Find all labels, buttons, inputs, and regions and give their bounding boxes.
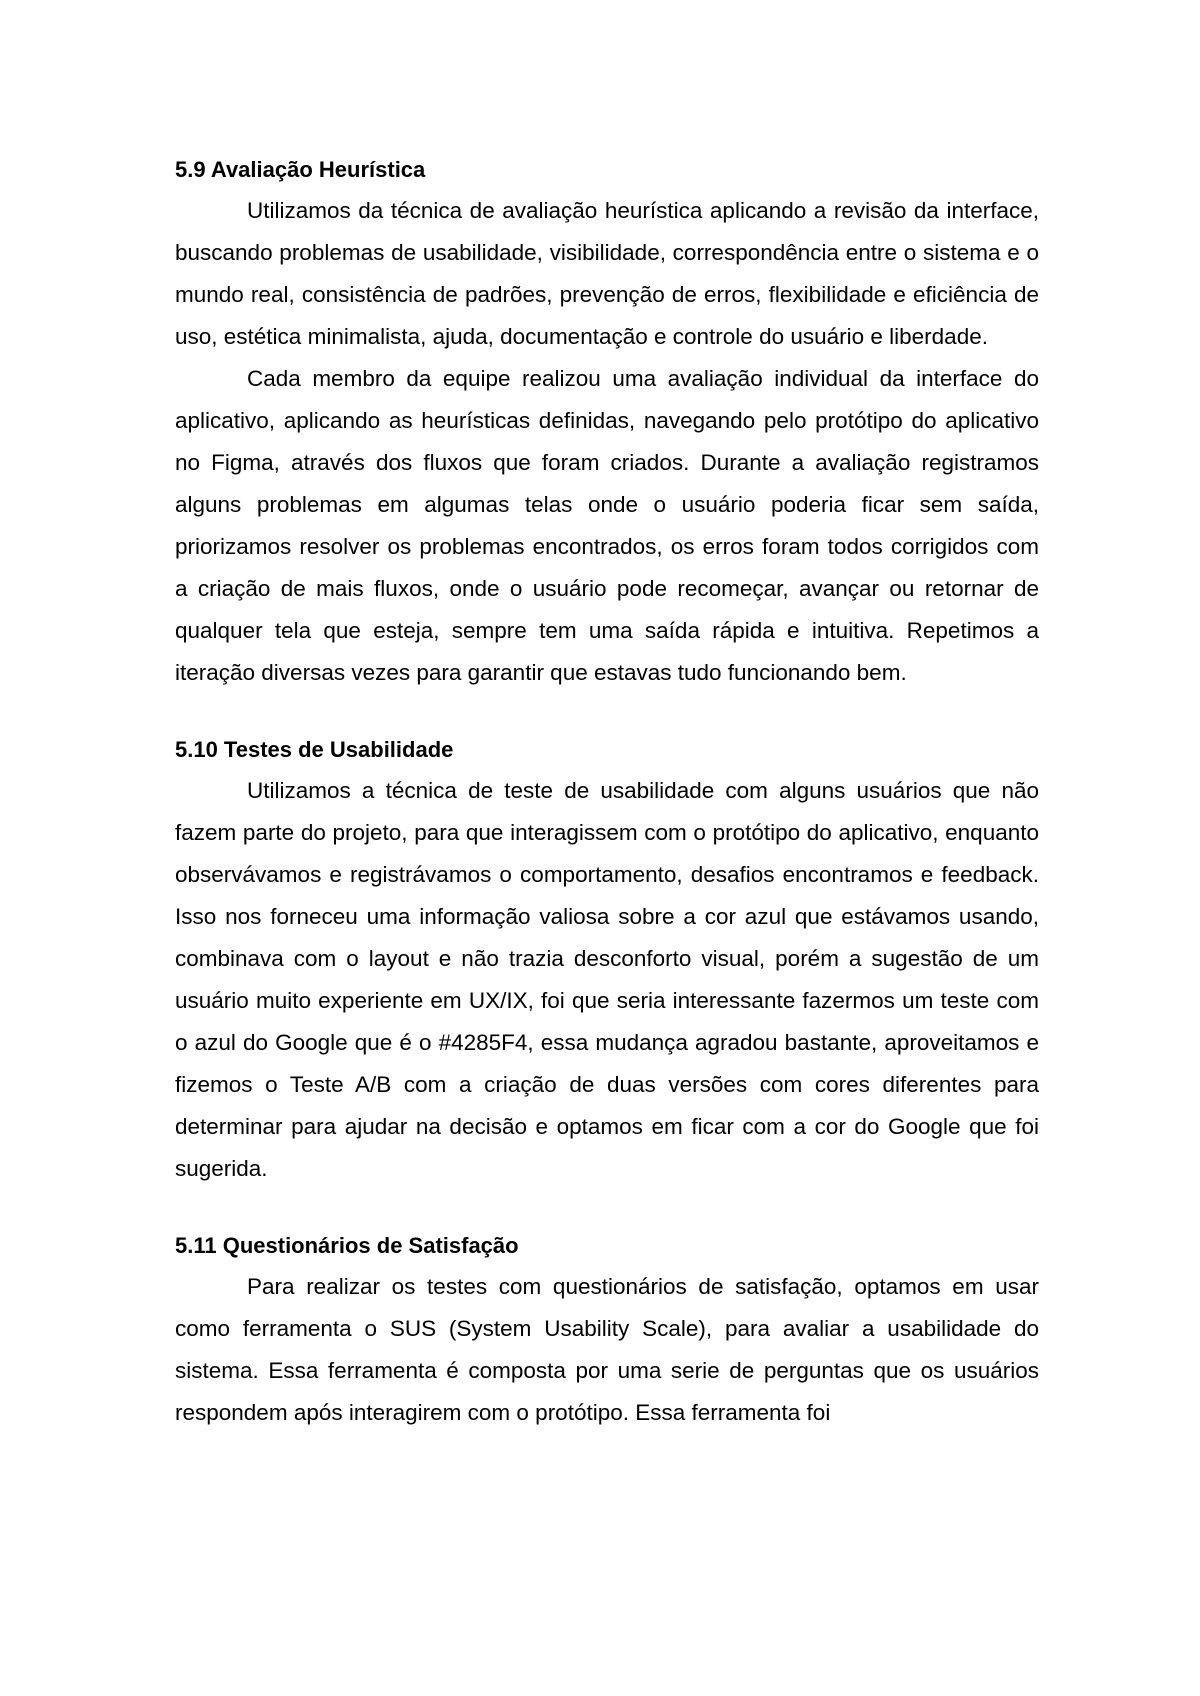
paragraph: Utilizamos a técnica de teste de usabilidade com alguns usuários que não fazem parte do projeto, para que interagissem com o protótipo do aplicativo, enquanto observávamos e registrávamos o comportamento, desafios encontramos e feedback. Isso nos forneceu uma informação valiosa sobre a cor azul que estávamos usando, combinava com o layout e não trazia desconforto visual, porém a sugestão de um usuário muito experiente em UX/IX, foi que seria interessante fazermos um teste com o azul do Google que é o #4285F4, essa mudança agradou bastante, aproveitamos e fizemos o Teste A/B com a criação de duas versões com cores diferentes para determinar para ajudar na decisão e optamos em ficar com a cor do Google que foi sugerida. — [175, 778, 1039, 1181]
paragraph: Utilizamos da técnica de avaliação heurística aplicando a revisão da interface, buscando problemas de usabilidade, visibilidade, correspondência entre o sistema e o mundo real, consistência de padrões, prevenção de erros, flexibilidade e eficiência de uso, estética minimalista, ajuda, documentação e controle do usuário e liberdade. — [175, 198, 1039, 349]
section-title: 5.10 Testes de Usabilidade — [175, 737, 454, 762]
section-testes-usabilidade — [175, 730, 1039, 1190]
document-page — [175, 150, 1039, 1434]
paragraph: Para realizar os testes com questionários de satisfação, optamos em usar como ferramenta o SUS (System Usability Scale), para avaliar a usabilidade do sistema. Essa ferramenta é composta por uma serie de perguntas que os usuários respondem após interagirem com o protótipo. Essa ferramenta foi — [175, 1274, 1039, 1425]
section-title: 5.11 Questionários de Satisfação — [175, 1233, 519, 1258]
section-title: 5.9 Avaliação Heurística — [175, 157, 426, 182]
section-questionarios-satisfacao — [175, 1226, 1039, 1434]
section-avaliacao-heuristica — [175, 150, 1039, 694]
paragraph: Cada membro da equipe realizou uma avaliação individual da interface do aplicativo, aplicando as heurísticas definidas, navegando pelo protótipo do aplicativo no Figma, através dos fluxos que foram criados. Durante a avaliação registramos alguns problemas em algumas telas onde o usuário poderia ficar sem saída, priorizamos resolver os problemas encontrados, os erros foram todos corrigidos com a criação de mais fluxos, onde o usuário pode recomeçar, avançar ou retornar de qualquer tela que esteja, sempre tem uma saída rápida e intuitiva. Repetimos a iteração diversas vezes para garantir que estavas tudo funcionando bem. — [175, 366, 1039, 685]
